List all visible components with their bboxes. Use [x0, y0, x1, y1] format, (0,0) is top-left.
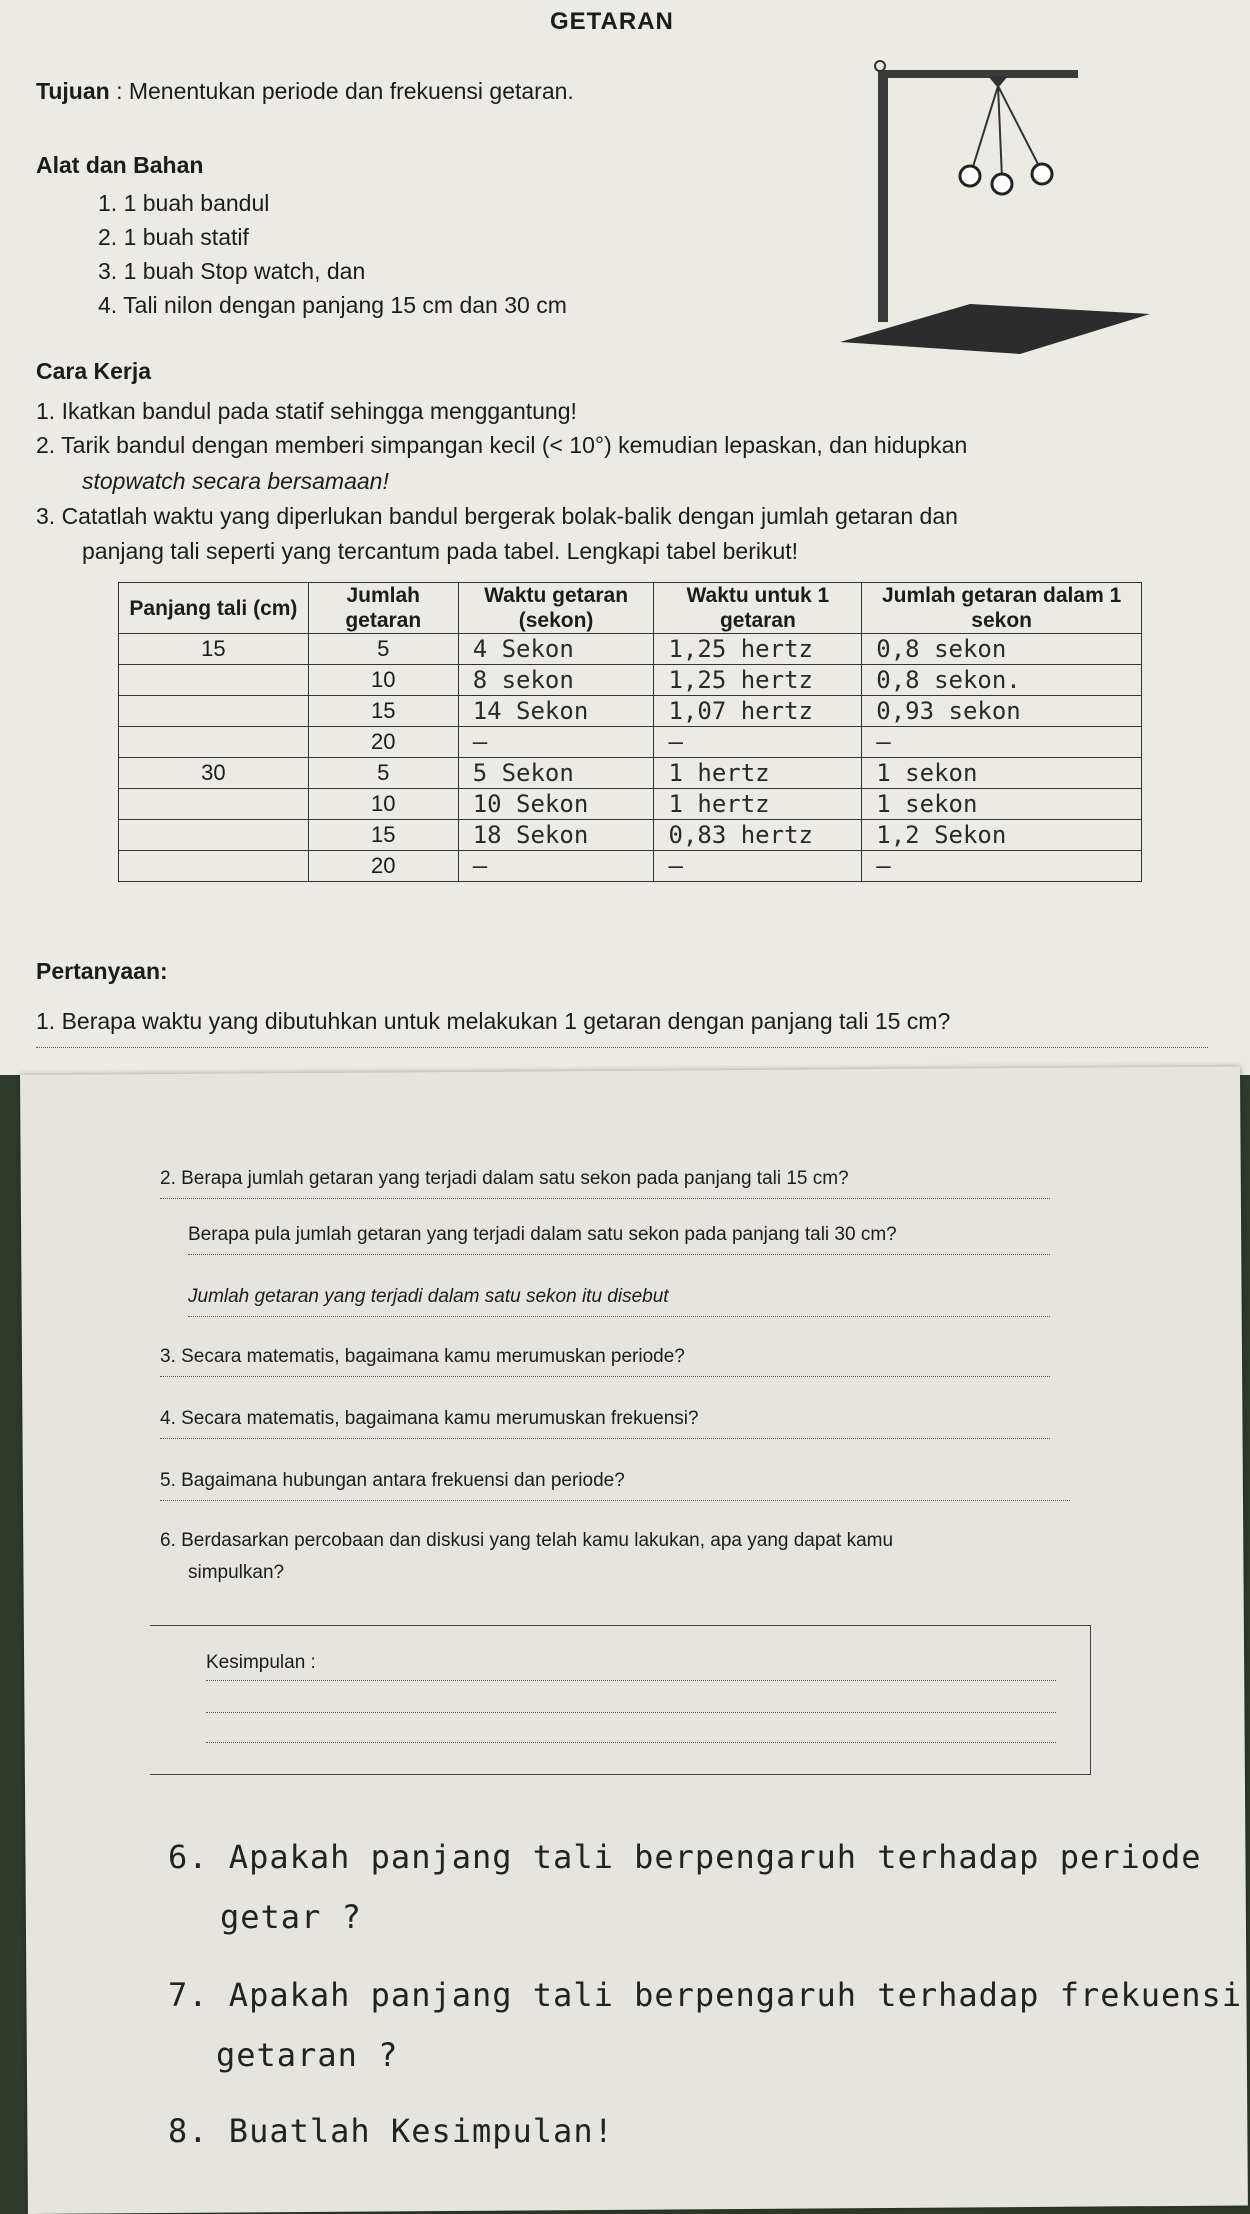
alat-heading: Alat dan Bahan: [36, 152, 204, 178]
table-cell: 10 Sekon: [458, 789, 654, 820]
worksheet-page-1: [0, 0, 1250, 1075]
header-cell: Waktu getaran (sekon): [458, 583, 654, 634]
question-1: 1. Berapa waktu yang dibutuhkan untuk melakukan 1 getaran dengan panjang tali 15 cm?: [36, 1008, 1208, 1048]
tujuan-line: Tujuan : Menentukan periode dan frekuensi getaran.: [36, 78, 574, 104]
cara-step: 1. Ikatkan bandul pada statif sehingga menggantung!: [36, 398, 577, 424]
table-cell: 1 hertz: [654, 789, 862, 820]
table-cell: [119, 727, 309, 758]
table-cell: 1 hertz: [654, 758, 862, 789]
table-cell: [119, 851, 309, 882]
handwritten-question-7b: getaran ?: [216, 2036, 399, 2074]
question-4: 4. Secara matematis, bagaimana kamu merumuskan frekuensi?: [160, 1408, 1050, 1439]
table-cell: 15: [308, 696, 458, 727]
tujuan-text: Menentukan periode dan frekuensi getaran.: [128, 78, 574, 104]
table-row: [119, 696, 1142, 727]
handwritten-question-6: 6. Apakah panjang tali berpengaruh terhadap periode: [168, 1838, 1202, 1876]
data-table: [118, 582, 1142, 882]
table-cell: 0,83 hertz: [654, 820, 862, 851]
question-3: 3. Secara matematis, bagaimana kamu merumuskan periode?: [160, 1346, 1050, 1377]
header-cell: Jumlah getaran dalam 1 sekon: [862, 583, 1142, 634]
table-cell: 1 sekon: [862, 758, 1142, 789]
table-cell: 1,25 hertz: [654, 665, 862, 696]
table-cell: 20: [308, 851, 458, 882]
table-cell: —: [458, 727, 654, 758]
table-cell: —: [862, 851, 1142, 882]
cara-step: 3. Catatlah waktu yang diperlukan bandul bergerak bolak-balik dengan jumlah getaran dan: [36, 503, 958, 529]
table-row: [119, 634, 1142, 665]
table-row: [119, 851, 1142, 882]
table-cell: [119, 696, 309, 727]
handwritten-question-8: 8. Buatlah Kesimpulan!: [168, 2112, 614, 2150]
table-cell: 1,25 hertz: [654, 634, 862, 665]
cara-heading: Cara Kerja: [36, 358, 152, 384]
pendulum-illustration: [820, 42, 1200, 362]
table-cell: 0,93 sekon: [862, 696, 1142, 727]
table-cell: 5: [308, 758, 458, 789]
table-row: [119, 758, 1142, 789]
kesimpulan-box: [150, 1625, 1091, 1775]
table-cell: —: [654, 851, 862, 882]
table-cell: [119, 789, 309, 820]
table-cell: 4 Sekon: [458, 634, 654, 665]
table-cell: 10: [308, 789, 458, 820]
kesimpulan-line: [206, 1742, 1056, 1743]
table-cell: 5: [308, 634, 458, 665]
table-header-row: [119, 583, 1142, 634]
table-row: [119, 820, 1142, 851]
table-cell: —: [862, 727, 1142, 758]
table-cell: 14 Sekon: [458, 696, 654, 727]
cara-step: stopwatch secara bersamaan!: [82, 468, 389, 494]
question-2: 2. Berapa jumlah getaran yang terjadi dalam satu sekon pada panjang tali 15 cm?: [160, 1168, 1050, 1199]
question-5: 5. Bagaimana hubungan antara frekuensi dan periode?: [160, 1470, 1070, 1501]
cara-step: 2. Tarik bandul dengan memberi simpangan kecil (< 10°) kemudian lepaskan, dan hidupkan: [36, 432, 968, 458]
table-cell: 10: [308, 665, 458, 696]
handwritten-question-6b: getar ?: [220, 1898, 362, 1936]
tujuan-label: Tujuan: [36, 78, 110, 104]
table-cell: 20: [308, 727, 458, 758]
table-cell: [119, 665, 309, 696]
table-cell: 0,8 sekon.: [862, 665, 1142, 696]
table-row: [119, 665, 1142, 696]
kesimpulan-label: Kesimpulan :: [206, 1652, 1056, 1681]
table-cell: 8 sekon: [458, 665, 654, 696]
table-cell: 18 Sekon: [458, 820, 654, 851]
table-row: [119, 727, 1142, 758]
table-cell: 15: [119, 634, 309, 665]
alat-item: 3. 1 buah Stop watch, dan: [98, 258, 366, 284]
table-cell: —: [458, 851, 654, 882]
table-cell: 1 sekon: [862, 789, 1142, 820]
kesimpulan-line: [206, 1712, 1056, 1713]
table-cell: 0,8 sekon: [862, 634, 1142, 665]
table-cell: 15: [308, 820, 458, 851]
table-row: [119, 789, 1142, 820]
handwritten-question-7: 7. Apakah panjang tali berpengaruh terhadap frekuensi: [168, 1976, 1243, 2014]
table-cell: [119, 820, 309, 851]
alat-item: 4. Tali nilon dengan panjang 15 cm dan 30 cm: [98, 292, 567, 318]
header-cell: Jumlah getaran: [308, 583, 458, 634]
pertanyaan-heading: Pertanyaan:: [36, 958, 168, 984]
table-cell: 5 Sekon: [458, 758, 654, 789]
question-2c: Jumlah getaran yang terjadi dalam satu sekon itu disebut: [188, 1286, 1050, 1317]
header-cell: Waktu untuk 1 getaran: [654, 583, 862, 634]
question-6: 6. Berdasarkan percobaan dan diskusi yang telah kamu lakukan, apa yang dapat kamu: [160, 1530, 894, 1551]
question-6b: simpulkan?: [188, 1562, 285, 1583]
alat-item: 2. 1 buah statif: [98, 224, 249, 250]
alat-item: 1. 1 buah bandul: [98, 190, 270, 216]
cara-step: panjang tali seperti yang tercantum pada tabel. Lengkapi tabel berikut!: [82, 538, 799, 564]
question-2b: Berapa pula jumlah getaran yang terjadi dalam satu sekon pada panjang tali 30 cm?: [188, 1224, 1050, 1255]
table-cell: 1,2 Sekon: [862, 820, 1142, 851]
table-cell: —: [654, 727, 862, 758]
header-cell: Panjang tali (cm): [119, 583, 309, 634]
page-title: GETARAN: [550, 8, 674, 35]
table-cell: 30: [119, 758, 309, 789]
table-cell: 1,07 hertz: [654, 696, 862, 727]
